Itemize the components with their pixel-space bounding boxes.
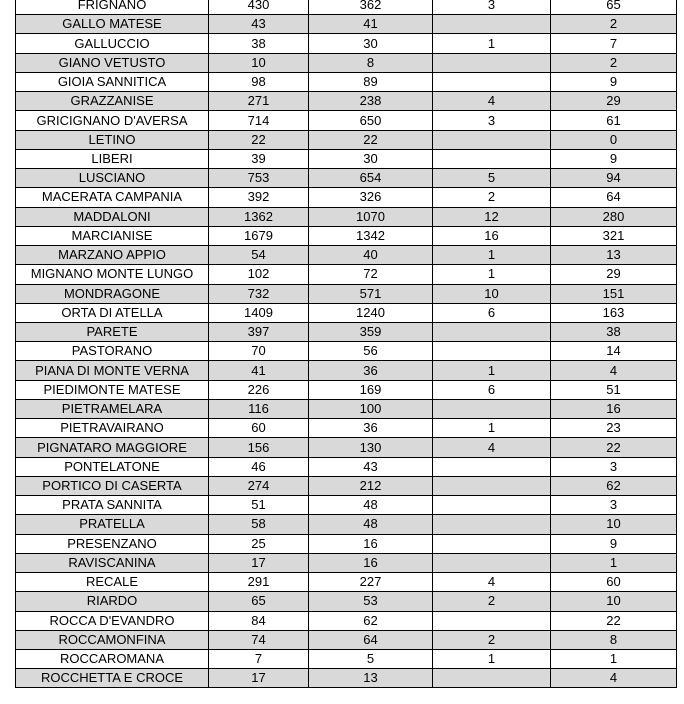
value-cell-1: 397: [209, 322, 309, 341]
value-cell-3: 4: [433, 573, 551, 592]
value-cell-1: 74: [209, 630, 309, 649]
value-cell-4: 1: [551, 649, 677, 668]
comune-cell: PIETRAMELARA: [16, 399, 209, 418]
value-cell-1: 70: [209, 342, 309, 361]
table-row: [16, 188, 677, 207]
comune-cell: PONTELATONE: [16, 457, 209, 476]
value-cell-1: 41: [209, 361, 309, 380]
table-row: [16, 419, 677, 438]
comune-cell: GALLUCCIO: [16, 34, 209, 53]
value-cell-1: 17: [209, 669, 309, 688]
value-cell-3: 6: [433, 380, 551, 399]
value-cell-4: 9: [551, 72, 677, 91]
table-body: [16, 0, 677, 688]
value-cell-3: [433, 342, 551, 361]
value-cell-1: 1362: [209, 207, 309, 226]
value-cell-1: 714: [209, 111, 309, 130]
table-row: [16, 380, 677, 399]
value-cell-3: 1: [433, 419, 551, 438]
value-cell-3: [433, 322, 551, 341]
value-cell-4: 151: [551, 284, 677, 303]
comune-cell: PORTICO DI CASERTA: [16, 476, 209, 495]
value-cell-2: 16: [309, 553, 433, 572]
value-cell-1: 22: [209, 130, 309, 149]
value-cell-1: 392: [209, 188, 309, 207]
value-cell-2: 62: [309, 611, 433, 630]
value-cell-3: [433, 515, 551, 534]
comune-cell: LETINO: [16, 130, 209, 149]
value-cell-3: 12: [433, 207, 551, 226]
value-cell-1: 39: [209, 149, 309, 168]
value-cell-3: 3: [433, 111, 551, 130]
comune-cell: ORTA DI ATELLA: [16, 303, 209, 322]
value-cell-3: 2: [433, 592, 551, 611]
comune-cell: MADDALONI: [16, 207, 209, 226]
comune-cell: PIANA DI MONTE VERNA: [16, 361, 209, 380]
comune-cell: ROCCHETTA E CROCE: [16, 669, 209, 688]
value-cell-4: 23: [551, 419, 677, 438]
value-cell-1: 65: [209, 592, 309, 611]
comune-cell: RIARDO: [16, 592, 209, 611]
table-row: [16, 399, 677, 418]
value-cell-4: 163: [551, 303, 677, 322]
comune-cell: GALLO MATESE: [16, 15, 209, 34]
table-row: [16, 534, 677, 553]
value-cell-3: 3: [433, 0, 551, 15]
comune-cell: RECALE: [16, 573, 209, 592]
value-cell-4: 16: [551, 399, 677, 418]
table-row: [16, 496, 677, 515]
value-cell-2: 650: [309, 111, 433, 130]
comune-cell: GRICIGNANO D'AVERSA: [16, 111, 209, 130]
value-cell-4: 4: [551, 361, 677, 380]
table-row: [16, 72, 677, 91]
table-row: [16, 0, 677, 15]
value-cell-1: 60: [209, 419, 309, 438]
comune-cell: FRIGNANO: [16, 0, 209, 15]
comune-cell: MARZANO APPIO: [16, 246, 209, 265]
value-cell-3: 4: [433, 438, 551, 457]
value-cell-3: [433, 130, 551, 149]
value-cell-4: 62: [551, 476, 677, 495]
value-cell-1: 43: [209, 15, 309, 34]
value-cell-4: 8: [551, 630, 677, 649]
value-cell-4: 29: [551, 265, 677, 284]
comune-cell: PRATELLA: [16, 515, 209, 534]
value-cell-2: 22: [309, 130, 433, 149]
table-row: [16, 553, 677, 572]
table-row: [16, 322, 677, 341]
value-cell-2: 36: [309, 419, 433, 438]
comune-cell: GRAZZANISE: [16, 92, 209, 111]
comune-cell: PARETE: [16, 322, 209, 341]
value-cell-2: 1240: [309, 303, 433, 322]
value-cell-1: 38: [209, 34, 309, 53]
value-cell-2: 48: [309, 515, 433, 534]
value-cell-1: 98: [209, 72, 309, 91]
comune-cell: PRESENZANO: [16, 534, 209, 553]
comune-cell: MONDRAGONE: [16, 284, 209, 303]
value-cell-3: 1: [433, 34, 551, 53]
value-cell-3: 16: [433, 226, 551, 245]
comune-cell: LUSCIANO: [16, 169, 209, 188]
value-cell-3: 5: [433, 169, 551, 188]
value-cell-2: 36: [309, 361, 433, 380]
value-cell-3: [433, 534, 551, 553]
value-cell-1: 1409: [209, 303, 309, 322]
value-cell-4: 321: [551, 226, 677, 245]
value-cell-4: 0: [551, 130, 677, 149]
value-cell-2: 130: [309, 438, 433, 457]
value-cell-3: [433, 553, 551, 572]
comune-cell: GIOIA SANNITICA: [16, 72, 209, 91]
value-cell-2: 8: [309, 53, 433, 72]
table-row: [16, 573, 677, 592]
table-row: [16, 457, 677, 476]
value-cell-4: 10: [551, 592, 677, 611]
value-cell-4: 4: [551, 669, 677, 688]
table-row: [16, 53, 677, 72]
value-cell-1: 271: [209, 92, 309, 111]
value-cell-3: 2: [433, 630, 551, 649]
value-cell-3: 2: [433, 188, 551, 207]
comune-cell: MIGNANO MONTE LUNGO: [16, 265, 209, 284]
table-row: [16, 130, 677, 149]
comune-cell: PIGNATARO MAGGIORE: [16, 438, 209, 457]
value-cell-2: 5: [309, 649, 433, 668]
value-cell-4: 280: [551, 207, 677, 226]
value-cell-1: 46: [209, 457, 309, 476]
comune-cell: GIANO VETUSTO: [16, 53, 209, 72]
value-cell-4: 22: [551, 611, 677, 630]
table-row: [16, 649, 677, 668]
value-cell-2: 41: [309, 15, 433, 34]
value-cell-1: 51: [209, 496, 309, 515]
value-cell-4: 61: [551, 111, 677, 130]
table-row: [16, 15, 677, 34]
value-cell-1: 10: [209, 53, 309, 72]
value-cell-3: 6: [433, 303, 551, 322]
value-cell-1: 430: [209, 0, 309, 15]
value-cell-1: 17: [209, 553, 309, 572]
table-row: [16, 611, 677, 630]
table-row: [16, 515, 677, 534]
comune-cell: PIETRAVAIRANO: [16, 419, 209, 438]
value-cell-1: 291: [209, 573, 309, 592]
value-cell-3: [433, 72, 551, 91]
value-cell-3: 4: [433, 92, 551, 111]
table-row: [16, 669, 677, 688]
value-cell-3: 10: [433, 284, 551, 303]
value-cell-2: 64: [309, 630, 433, 649]
value-cell-2: 359: [309, 322, 433, 341]
value-cell-3: 1: [433, 246, 551, 265]
value-cell-3: [433, 611, 551, 630]
value-cell-2: 72: [309, 265, 433, 284]
value-cell-1: 58: [209, 515, 309, 534]
value-cell-2: 238: [309, 92, 433, 111]
value-cell-4: 29: [551, 92, 677, 111]
comune-cell: ROCCA D'EVANDRO: [16, 611, 209, 630]
value-cell-3: 1: [433, 649, 551, 668]
value-cell-2: 212: [309, 476, 433, 495]
value-cell-2: 362: [309, 0, 433, 15]
table-row: [16, 226, 677, 245]
value-cell-4: 3: [551, 457, 677, 476]
value-cell-4: 14: [551, 342, 677, 361]
value-cell-2: 40: [309, 246, 433, 265]
table-row: [16, 246, 677, 265]
table-row: [16, 111, 677, 130]
table-row: [16, 34, 677, 53]
value-cell-2: 43: [309, 457, 433, 476]
table-row: [16, 265, 677, 284]
value-cell-1: 732: [209, 284, 309, 303]
comune-cell: RAVISCANINA: [16, 553, 209, 572]
value-cell-1: 116: [209, 399, 309, 418]
value-cell-1: 7: [209, 649, 309, 668]
table-row: [16, 92, 677, 111]
data-table: [15, 0, 677, 688]
table-row: [16, 361, 677, 380]
value-cell-2: 571: [309, 284, 433, 303]
value-cell-2: 30: [309, 34, 433, 53]
value-cell-1: 274: [209, 476, 309, 495]
value-cell-2: 56: [309, 342, 433, 361]
comune-cell: MACERATA CAMPANIA: [16, 188, 209, 207]
value-cell-1: 1679: [209, 226, 309, 245]
value-cell-4: 38: [551, 322, 677, 341]
value-cell-3: [433, 53, 551, 72]
table-row: [16, 476, 677, 495]
table-row: [16, 207, 677, 226]
table-row: [16, 149, 677, 168]
comune-cell: LIBERI: [16, 149, 209, 168]
value-cell-4: 64: [551, 188, 677, 207]
comune-cell: PRATA SANNITA: [16, 496, 209, 515]
value-cell-4: 1: [551, 553, 677, 572]
comune-cell: ROCCAMONFINA: [16, 630, 209, 649]
value-cell-2: 48: [309, 496, 433, 515]
value-cell-1: 102: [209, 265, 309, 284]
value-cell-3: [433, 457, 551, 476]
value-cell-4: 9: [551, 534, 677, 553]
value-cell-1: 54: [209, 246, 309, 265]
value-cell-3: [433, 669, 551, 688]
value-cell-2: 654: [309, 169, 433, 188]
value-cell-1: 25: [209, 534, 309, 553]
comune-cell: PASTORANO: [16, 342, 209, 361]
table-row: [16, 630, 677, 649]
value-cell-4: 22: [551, 438, 677, 457]
value-cell-3: [433, 496, 551, 515]
value-cell-2: 53: [309, 592, 433, 611]
value-cell-3: 1: [433, 361, 551, 380]
value-cell-4: 7: [551, 34, 677, 53]
value-cell-2: 1342: [309, 226, 433, 245]
value-cell-3: [433, 476, 551, 495]
comune-cell: MARCIANISE: [16, 226, 209, 245]
value-cell-2: 169: [309, 380, 433, 399]
value-cell-4: 2: [551, 15, 677, 34]
value-cell-3: [433, 15, 551, 34]
value-cell-4: 3: [551, 496, 677, 515]
table-row: [16, 284, 677, 303]
value-cell-1: 753: [209, 169, 309, 188]
value-cell-2: 89: [309, 72, 433, 91]
value-cell-4: 10: [551, 515, 677, 534]
comune-cell: ROCCAROMANA: [16, 649, 209, 668]
value-cell-3: [433, 149, 551, 168]
comune-cell: PIEDIMONTE MATESE: [16, 380, 209, 399]
value-cell-4: 65: [551, 0, 677, 15]
table-row: [16, 592, 677, 611]
value-cell-3: 1: [433, 265, 551, 284]
table-row: [16, 438, 677, 457]
table-row: [16, 303, 677, 322]
value-cell-1: 226: [209, 380, 309, 399]
table-row: [16, 169, 677, 188]
value-cell-4: 13: [551, 246, 677, 265]
value-cell-2: 1070: [309, 207, 433, 226]
value-cell-2: 30: [309, 149, 433, 168]
value-cell-1: 84: [209, 611, 309, 630]
table-row: [16, 342, 677, 361]
value-cell-4: 9: [551, 149, 677, 168]
value-cell-4: 2: [551, 53, 677, 72]
value-cell-2: 227: [309, 573, 433, 592]
value-cell-4: 60: [551, 573, 677, 592]
value-cell-2: 100: [309, 399, 433, 418]
value-cell-1: 156: [209, 438, 309, 457]
value-cell-2: 326: [309, 188, 433, 207]
value-cell-2: 16: [309, 534, 433, 553]
value-cell-4: 51: [551, 380, 677, 399]
value-cell-2: 13: [309, 669, 433, 688]
value-cell-4: 94: [551, 169, 677, 188]
value-cell-3: [433, 399, 551, 418]
